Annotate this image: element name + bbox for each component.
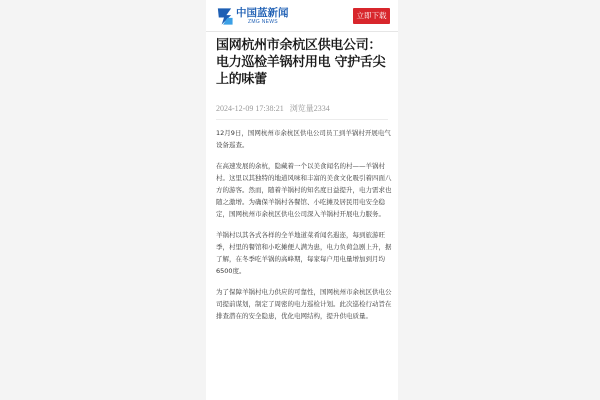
top-bar bbox=[206, 0, 398, 32]
site-logo[interactable] bbox=[215, 6, 289, 26]
logo-text bbox=[236, 8, 289, 25]
article-paragraph: 羊锅村以其各式各样的全羊地道菜肴闻名遐迩，每到旅游旺季，村里的餐馆和小吃摊便人满为患，电力负荷急剧上升，据了解，在冬季吃羊锅的高峰期，每家每户用电量增加到月均6500度。 bbox=[216, 231, 392, 275]
article-body bbox=[216, 127, 392, 331]
publish-datetime: 2024-12-09 17:38:21 bbox=[216, 104, 284, 113]
article-meta bbox=[216, 104, 391, 114]
download-button[interactable]: 立即下载 bbox=[353, 8, 390, 24]
article-paragraph: 12月9日，国网杭州市余杭区供电公司员工到羊锅村开展电气设备巡查。 bbox=[216, 129, 391, 149]
logo-icon bbox=[215, 7, 234, 26]
logo-subtitle: ZMG NEWS bbox=[248, 18, 278, 25]
divider bbox=[216, 119, 388, 120]
article-paragraph: 为了保障羊锅村电力供应的可靠性，国网杭州市余杭区供电公司提前谋划，制定了周密的电力巡检计划。此次巡检行动旨在排查潜在的安全隐患，优化电网结构，提升供电质量。 bbox=[216, 288, 392, 320]
article-page bbox=[206, 0, 398, 400]
article-title: 国网杭州市余杭区供电公司：电力巡检羊锅村用电 守护舌尖上的味蕾 bbox=[216, 38, 386, 87]
logo-title: 中国蓝新闻 bbox=[236, 6, 289, 19]
article-paragraph: 在高速发展的余杭，隐藏着一个以美食闻名的村——羊锅村村。这里以其独特的地道风味和丰富的美食文化吸引着四面八方的游客。然而，随着羊锅村的知名度日益提升，电力需求也随之激增。为确保羊锅村各餐馆、小吃摊及居民用电安全稳定，国网杭州市余杭区供电公司深入羊锅村开展电力服务。 bbox=[216, 162, 392, 218]
view-count: 浏览量2334 bbox=[289, 104, 330, 113]
